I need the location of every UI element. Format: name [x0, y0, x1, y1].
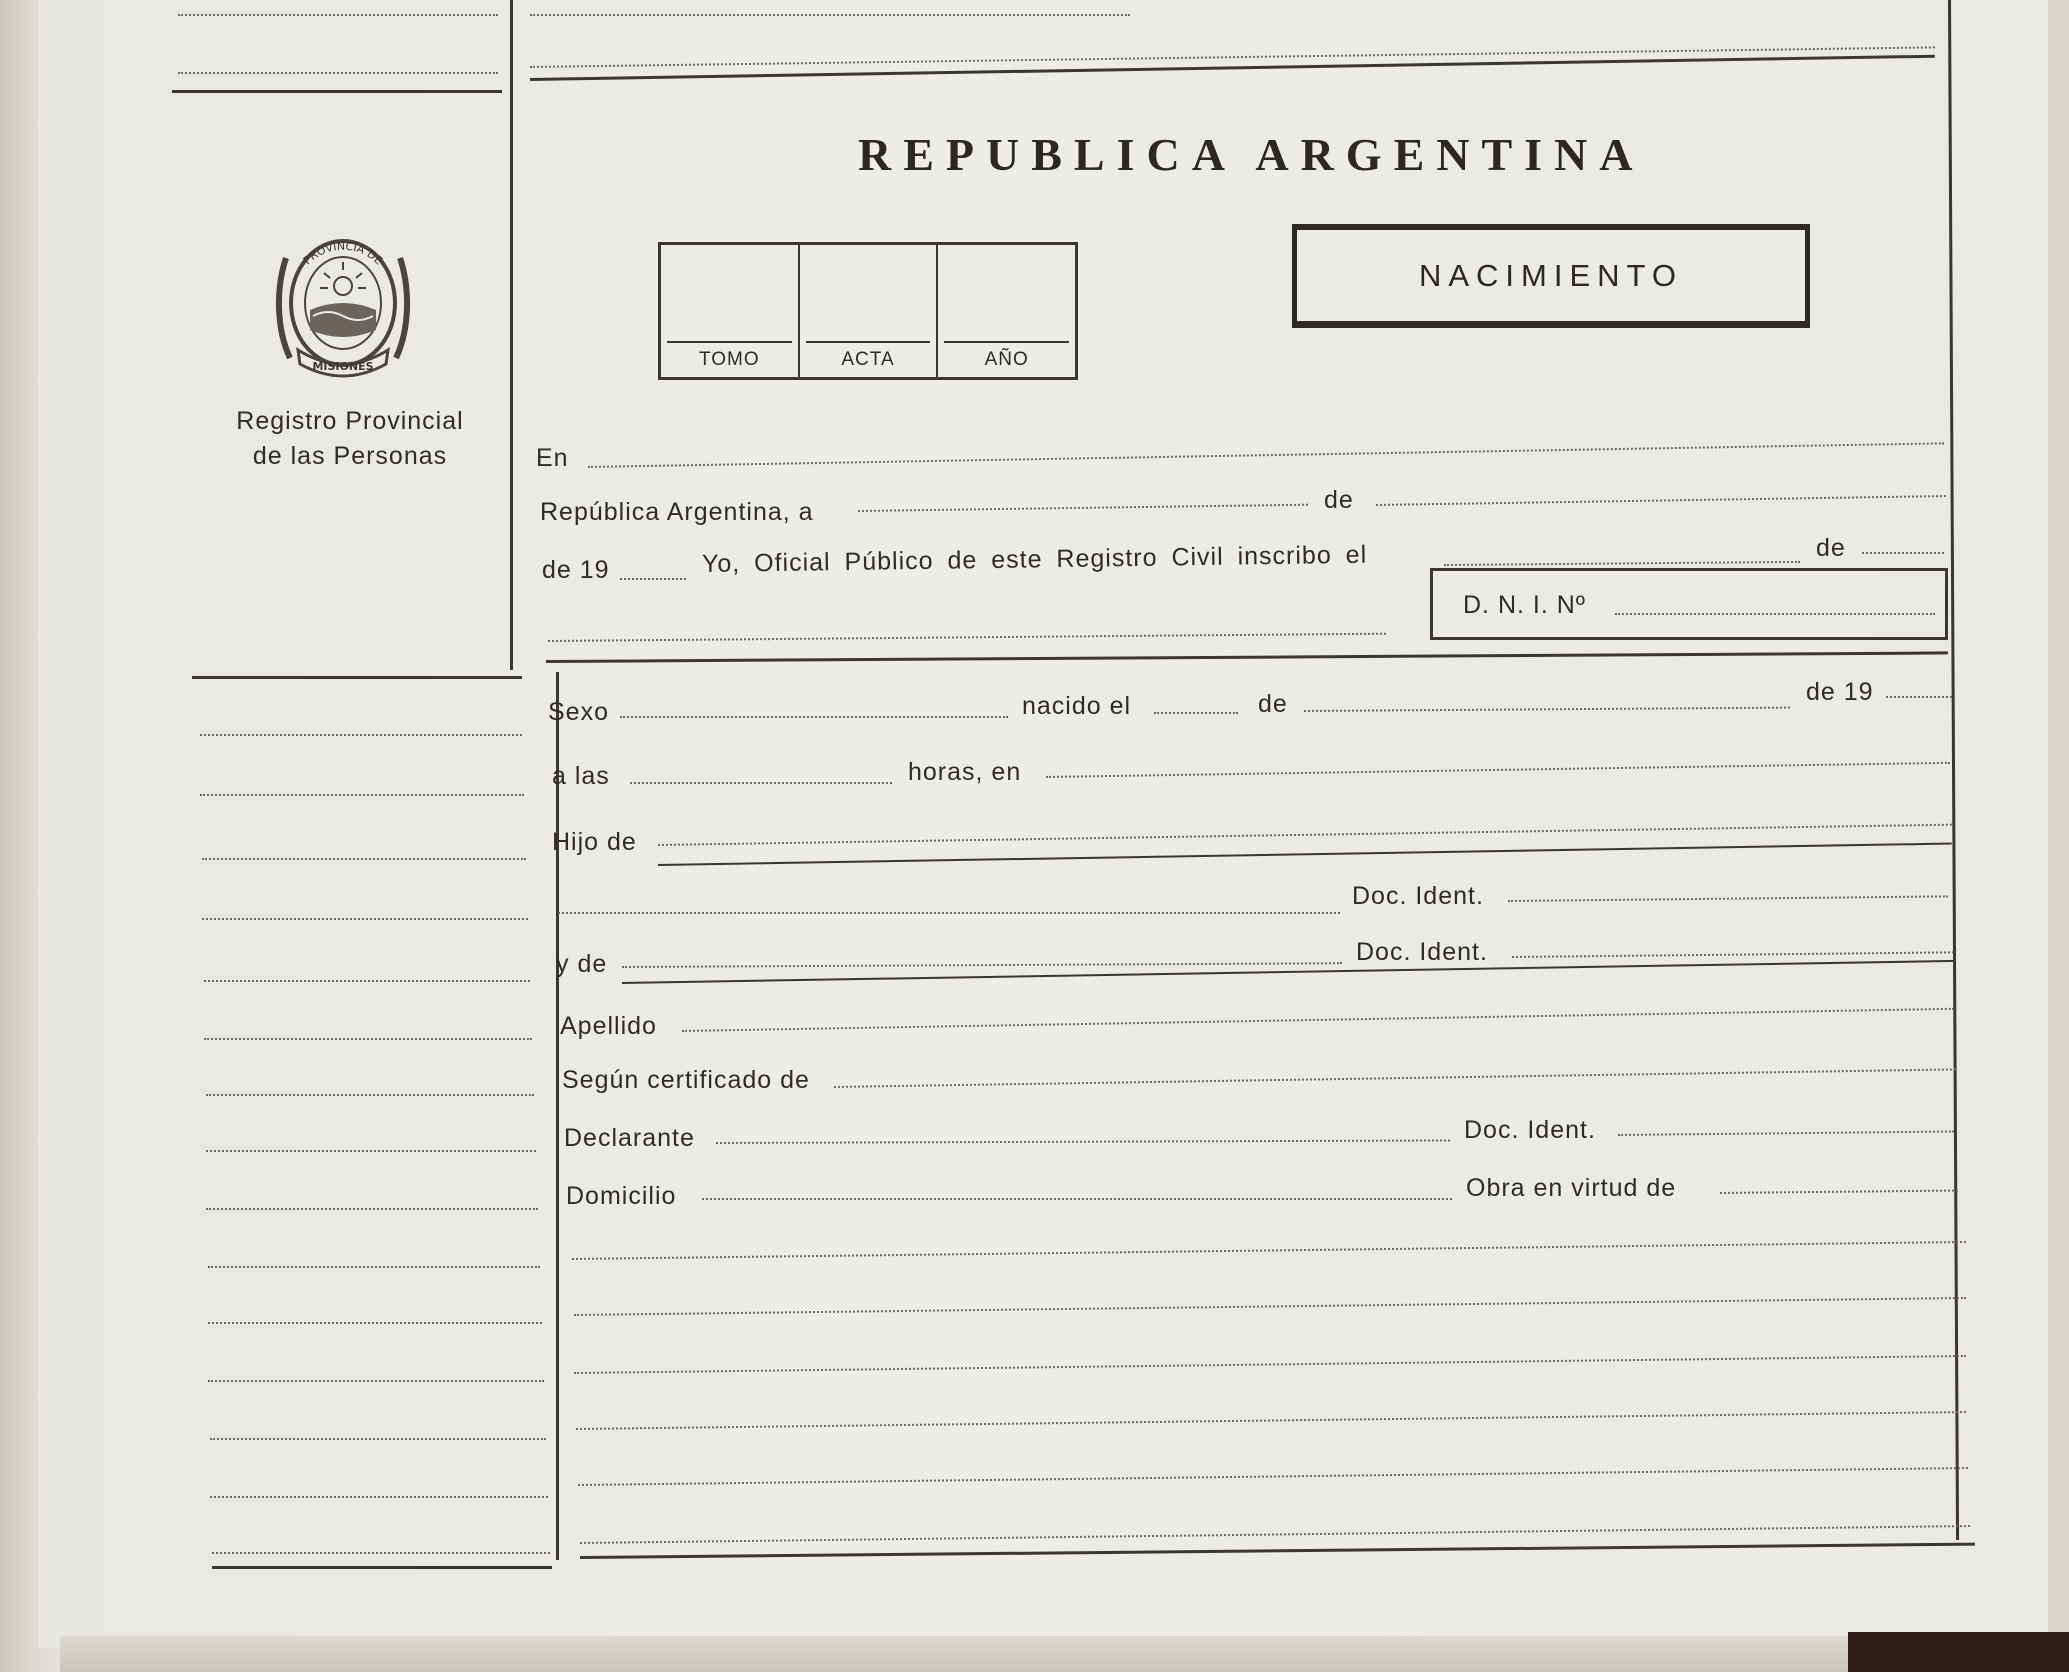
sidebar-note-line[interactable]: [202, 858, 526, 860]
dni-label: D. N. I. Nº: [1463, 591, 1586, 619]
top-dotted-line: [530, 14, 1130, 16]
document-title: REPUBLICA ARGENTINA: [858, 129, 1645, 180]
birth-year-field[interactable]: [1886, 696, 1952, 698]
a-las-label: a las: [552, 762, 610, 790]
birth-day-field[interactable]: [1154, 712, 1238, 714]
sidebar-note-line[interactable]: [208, 1266, 540, 1268]
misiones-seal-icon: [268, 218, 418, 388]
sexo-label: Sexo: [548, 698, 609, 726]
de-label-3: de: [1258, 690, 1288, 718]
sidebar-note-line[interactable]: [206, 1208, 538, 1210]
segun-certificado-label: Según certificado de: [562, 1066, 810, 1094]
address-field[interactable]: [702, 1198, 1452, 1200]
dni-field[interactable]: [1615, 613, 1935, 615]
sex-field[interactable]: [620, 716, 1008, 718]
sidebar-note-line[interactable]: [204, 980, 530, 982]
inscription-field-2[interactable]: [1862, 552, 1944, 554]
de-label-2: de: [1816, 534, 1846, 562]
sidebar-note-line[interactable]: [202, 918, 528, 920]
doc-ident-label-1: Doc. Ident.: [1352, 882, 1484, 910]
hour-field[interactable]: [630, 782, 892, 784]
registry-line-1: Registro Provincial: [236, 407, 464, 435]
sidebar-note-line[interactable]: [210, 1438, 546, 1440]
dni-box: [1430, 568, 1948, 640]
sidebar-mid-rule: [192, 676, 522, 679]
horas-en-label: horas, en: [908, 758, 1022, 786]
republica-label: República Argentina, a: [540, 498, 814, 526]
sidebar-note-line[interactable]: [206, 1150, 536, 1152]
y-de-label: y de: [556, 950, 608, 978]
sidebar-note-line[interactable]: [208, 1380, 544, 1382]
acta-cell[interactable]: [800, 245, 939, 377]
sidebar-note-line[interactable]: [212, 1552, 550, 1554]
top-dotted-line: [178, 72, 498, 74]
father-name-field-2[interactable]: [558, 912, 1340, 914]
sidebar-note-line[interactable]: [200, 794, 524, 796]
declarante-label: Declarante: [564, 1124, 695, 1152]
domicilio-label: Domicilio: [566, 1182, 677, 1210]
sidebar-note-line[interactable]: [200, 734, 522, 736]
tomo-label: TOMO: [699, 349, 760, 370]
year-field[interactable]: [620, 578, 686, 580]
tomo-cell[interactable]: [661, 245, 800, 377]
sidebar-divider-upper: [510, 0, 513, 670]
seal-top-text: PROVINCIA DE: [300, 239, 386, 268]
nacido-el-label: nacido el: [1022, 692, 1132, 720]
act-type-label: NACIMIENTO: [1418, 258, 1684, 293]
page-bottom-edge: [60, 1636, 2050, 1672]
sidebar-note-line[interactable]: [210, 1496, 548, 1498]
top-dotted-line: [178, 14, 498, 16]
anio-cell[interactable]: [938, 245, 1075, 377]
sidebar-note-line[interactable]: [204, 1038, 532, 1040]
hijo-de-label: Hijo de: [552, 828, 637, 856]
en-label: En: [536, 444, 569, 472]
sidebar-note-line[interactable]: [208, 1322, 542, 1324]
acta-label: ACTA: [841, 349, 895, 370]
register-reference-box: [658, 242, 1078, 380]
sidebar-top-rule: [172, 90, 502, 93]
obra-en-virtud-label: Obra en virtud de: [1466, 1174, 1677, 1202]
seal-bottom-text: MISIONES: [312, 360, 374, 373]
sidebar-divider-lower: [556, 672, 559, 1560]
year-prefix-label: de 19: [542, 556, 610, 584]
doc-ident-label-2: Doc. Ident.: [1356, 938, 1488, 966]
oficial-statement: Yo, Oficial Público de este Registro Civil inscribo el: [701, 540, 1368, 578]
anio-label: AÑO: [984, 349, 1029, 370]
background-corner: [1848, 1632, 2069, 1672]
act-type-box: [1292, 224, 1810, 328]
de-label: de: [1324, 486, 1354, 514]
registry-name: [200, 404, 500, 474]
birth-year-prefix-label: de 19: [1806, 678, 1874, 706]
sidebar-bottom-rule: [212, 1566, 552, 1569]
registry-line-2: de las Personas: [252, 442, 448, 470]
sidebar-note-line[interactable]: [206, 1094, 534, 1096]
apellido-label: Apellido: [560, 1012, 657, 1040]
doc-ident-label-3: Doc. Ident.: [1464, 1116, 1596, 1144]
